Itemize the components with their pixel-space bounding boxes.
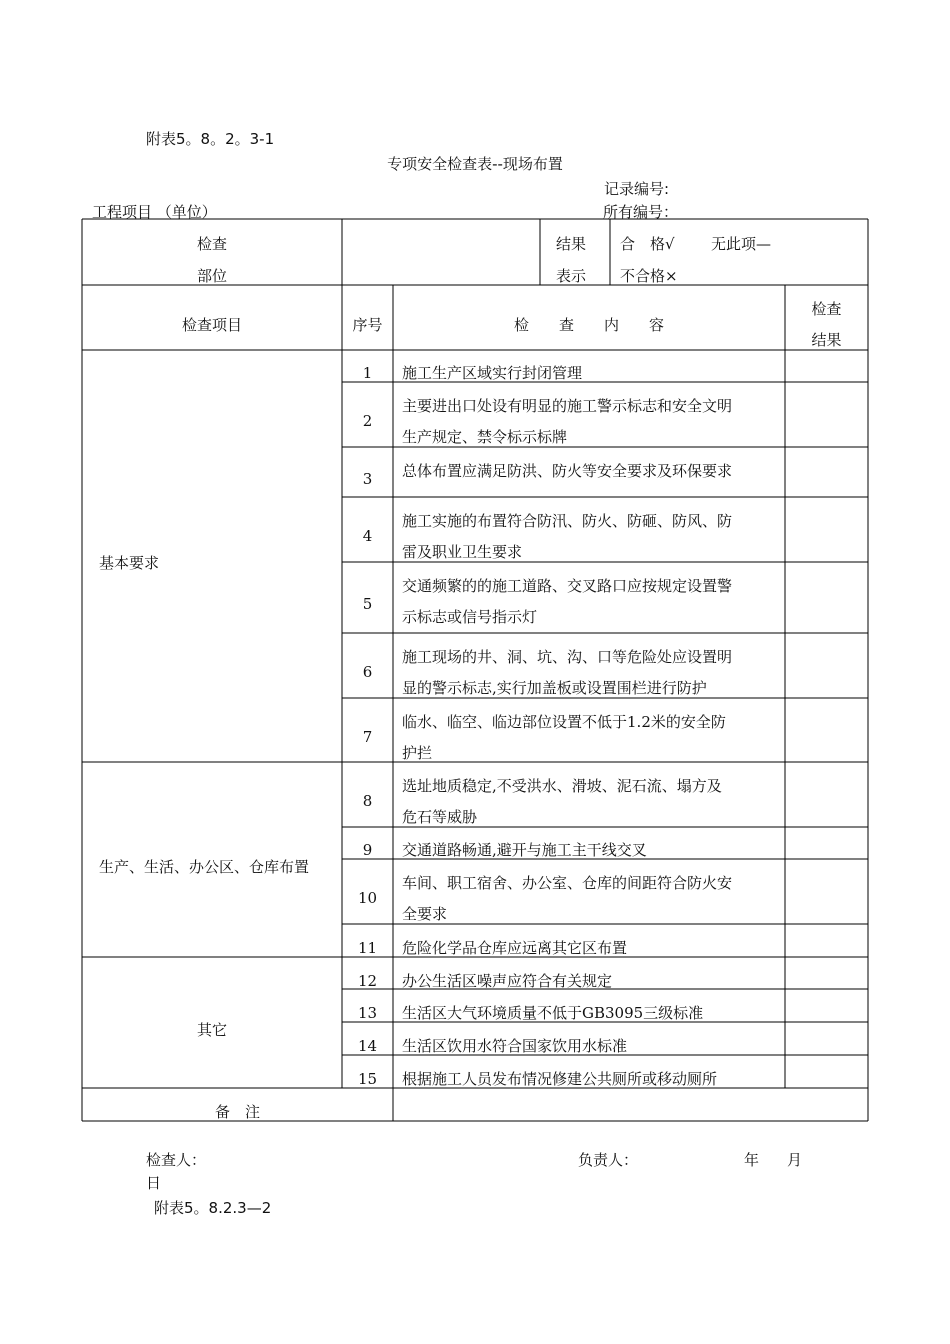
row-content: 临水、临空、临边部位设置不低于1.2米的安全防 [402,713,726,731]
row-number: 13 [357,1004,378,1022]
row-number: 14 [357,1037,378,1055]
document-title: 专项安全检查表--现场布置 [387,155,563,173]
row-number: 4 [362,527,373,545]
group-label-others: 其它 [196,1021,227,1039]
inspector-label: 检查人： [146,1151,207,1169]
inspection-part-label-line2: 部位 [196,267,227,285]
row-content: 护拦 [402,744,433,762]
row-content: 危险化学品仓库应远离其它区布置 [402,939,628,957]
legend-not-applicable: 无此项— [711,235,772,253]
column-header-inspection-item: 检查项目 [181,316,242,334]
row-content: 根据施工人员发布情况修建公共厕所或移动厕所 [402,1070,718,1088]
row-number: 2 [362,412,373,430]
row-number: 7 [362,728,373,746]
row-content: 全要求 [402,905,448,923]
column-header-content: 检 查 内 容 [513,316,664,334]
row-content: 生活区大气环境质量不低于GB3095三级标准 [402,1004,704,1022]
row-content: 示标志或信号指示灯 [402,608,538,626]
legend-fail: 不合格× [620,267,678,285]
next-appendix-number: 附表5。8.2.3—2 [154,1199,272,1217]
row-content: 主要进出口处设有明显的施工警示标志和安全文明 [402,397,733,415]
row-number: 8 [362,792,373,810]
row-number: 12 [357,972,378,990]
month-label: 月 [787,1151,803,1169]
day-label: 日 [146,1174,162,1192]
appendix-number: 附表5。8。2。3-1 [146,130,275,148]
row-number: 9 [362,841,373,859]
row-content: 生产规定、禁令标示标牌 [402,428,568,446]
row-content: 交通道路畅通,避开与施工主干线交叉 [402,841,647,859]
row-content: 雷及职业卫生要求 [402,543,523,561]
result-label-line2: 表示 [555,267,586,285]
column-header-sequence: 序号 [352,316,383,334]
remarks-label: 备 注 [214,1103,260,1121]
row-number: 6 [362,663,373,681]
row-number: 3 [362,470,373,488]
column-header-result-line2: 结果 [811,331,842,349]
row-content: 施工实施的布置符合防汛、防火、防砸、防风、防 [402,512,733,530]
row-content: 车间、职工宿舍、办公室、仓库的间距符合防火安 [402,874,733,892]
group-label-basic-requirements: 基本要求 [99,554,160,572]
result-label-line1: 结果 [555,235,586,253]
row-number: 1 [362,364,373,382]
row-content: 施工生产区域实行封闭管理 [402,364,583,382]
row-number: 15 [357,1070,378,1088]
group-label-living-office-warehouse: 生产、生活、办公区、仓库布置 [99,858,310,876]
inspection-part-label-line1: 检查 [196,235,227,253]
row-content: 交通频繁的的施工道路、交叉路口应按规定设置警 [402,577,733,595]
project-unit-label: 工程项目 （单位） [92,203,217,221]
column-header-result-line1: 检查 [811,300,842,318]
principal-label: 负责人： [578,1151,639,1169]
legend-pass: 合 格√ [620,235,675,253]
row-content: 总体布置应满足防洪、防火等安全要求及环保要求 [402,462,733,480]
row-content: 选址地质稳定,不受洪水、滑坡、泥石流、塌方及 [402,777,722,795]
row-content: 施工现场的井、洞、坑、沟、口等危险处应设置明 [402,648,733,666]
owner-number-label: 所有编号： [603,203,679,221]
year-label: 年 [744,1151,760,1169]
row-number: 11 [357,939,378,957]
row-number: 10 [357,889,378,907]
record-number-label: 记录编号: [604,180,670,198]
row-number: 5 [362,595,373,613]
row-content: 危石等威胁 [402,808,478,826]
row-content: 显的警示标志,实行加盖板或设置围栏进行防护 [402,679,707,697]
row-content: 办公生活区噪声应符合有关规定 [402,972,613,990]
row-content: 生活区饮用水符合国家饮用水标准 [402,1037,628,1055]
